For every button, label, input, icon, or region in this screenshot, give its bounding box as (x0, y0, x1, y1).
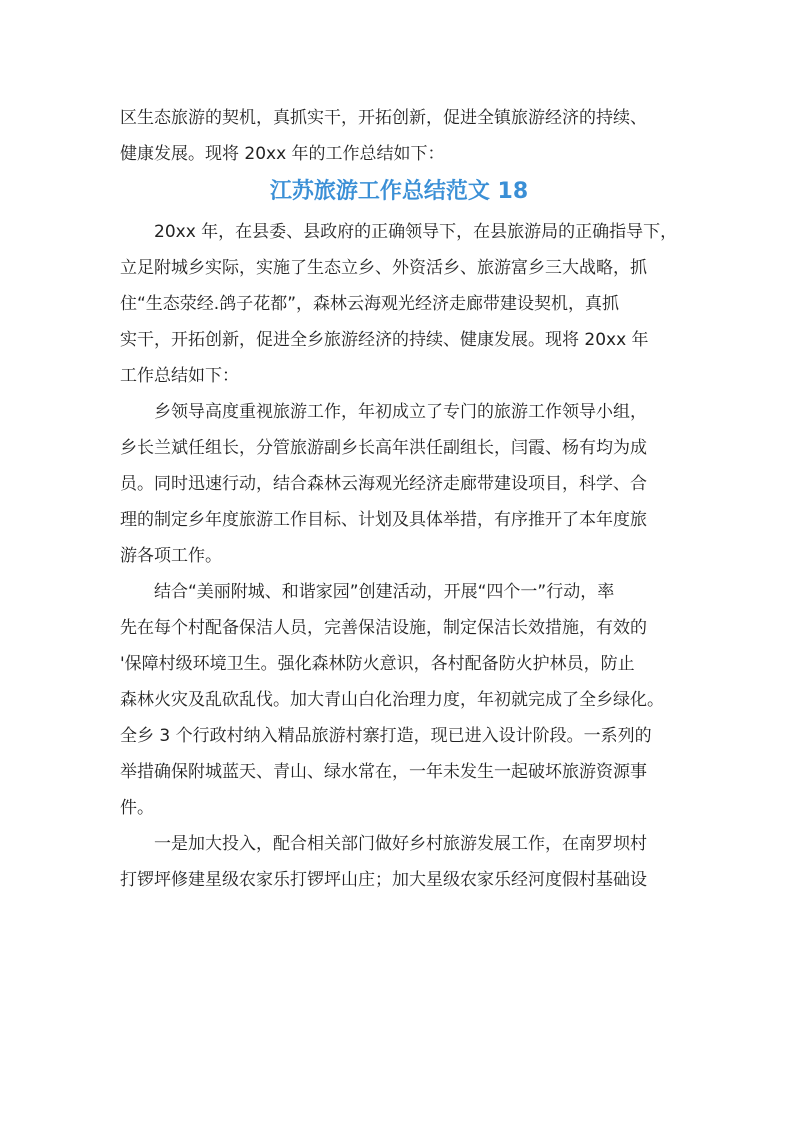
paragraph-2 (120, 394, 678, 574)
text-line: 举措确保附城蓝天、青山、绿水常在，一年未发生一起破坏旅游资源事 (120, 762, 647, 782)
text-line: 健康发展。现将 20xx 年的工作总结如下： (120, 144, 445, 164)
paragraph-4 (120, 826, 678, 898)
text-line: 结合“美丽附城、和谐家园”创建活动，开展“四个一”行动，率 (154, 582, 615, 602)
text-line: 乡领导高度重视旅游工作，年初成立了专门的旅游工作领导小组， (154, 402, 647, 422)
text-line: 20xx 年，在县委、县政府的正确领导下，在县旅游局的正确指导下， (154, 222, 678, 242)
text-line: 实干，开拓创新，促进全乡旅游经济的持续、健康发展。现将 20xx 年 (120, 330, 649, 350)
text-line: 区生态旅游的契机，真抓实干，开拓创新，促进全镇旅游经济的持续、 (120, 108, 647, 128)
text-line: 全乡 3 个行政村纳入精品旅游村寨打造，现已进入设计阶段。一系列的 (120, 726, 652, 746)
text-line: 一是加大投入，配合相关部门做好乡村旅游发展工作，在南罗坝村 (154, 834, 647, 854)
text-line: 员。同时迅速行动，结合森林云海观光经济走廊带建设项目，科学、合 (120, 474, 647, 494)
text-line: 件。 (120, 798, 154, 818)
intro-paragraph (120, 100, 678, 172)
text-line: 住“生态荥经.鸽子花都”，森林云海观光经济走廊带建设契机，真抓 (120, 294, 620, 314)
section-title: 江苏旅游工作总结范文 18 (269, 179, 529, 204)
text-line: 打锣坪修建星级农家乐打锣坪山庄；加大星级农家乐经河度假村基础设 (120, 870, 647, 890)
text-line: 乡长兰斌任组长，分管旅游副乡长高年洪任副组长，闫霞、杨有均为成 (120, 438, 647, 458)
text-line: 先在每个村配备保洁人员，完善保洁设施，制定保洁长效措施，有效的 (120, 618, 647, 638)
text-line: 理的制定乡年度旅游工作目标、计划及具体举措，有序推开了本年度旅 (120, 510, 647, 530)
text-line: 立足附城乡实际，实施了生态立乡、外资活乡、旅游富乡三大战略，抓 (120, 258, 647, 278)
text-line: '保障村级环境卫生。强化森林防火意识，各村配备防火护林员，防止 (120, 654, 635, 674)
text-line: 游各项工作。 (120, 546, 222, 566)
document-page (120, 100, 678, 898)
paragraph-3 (120, 574, 678, 826)
paragraph-1 (120, 214, 678, 394)
text-line: 工作总结如下： (120, 366, 239, 386)
text-line: 森林火灾及乱砍乱伐。加大青山白化治理力度，年初就完成了全乡绿化。 (120, 690, 664, 710)
